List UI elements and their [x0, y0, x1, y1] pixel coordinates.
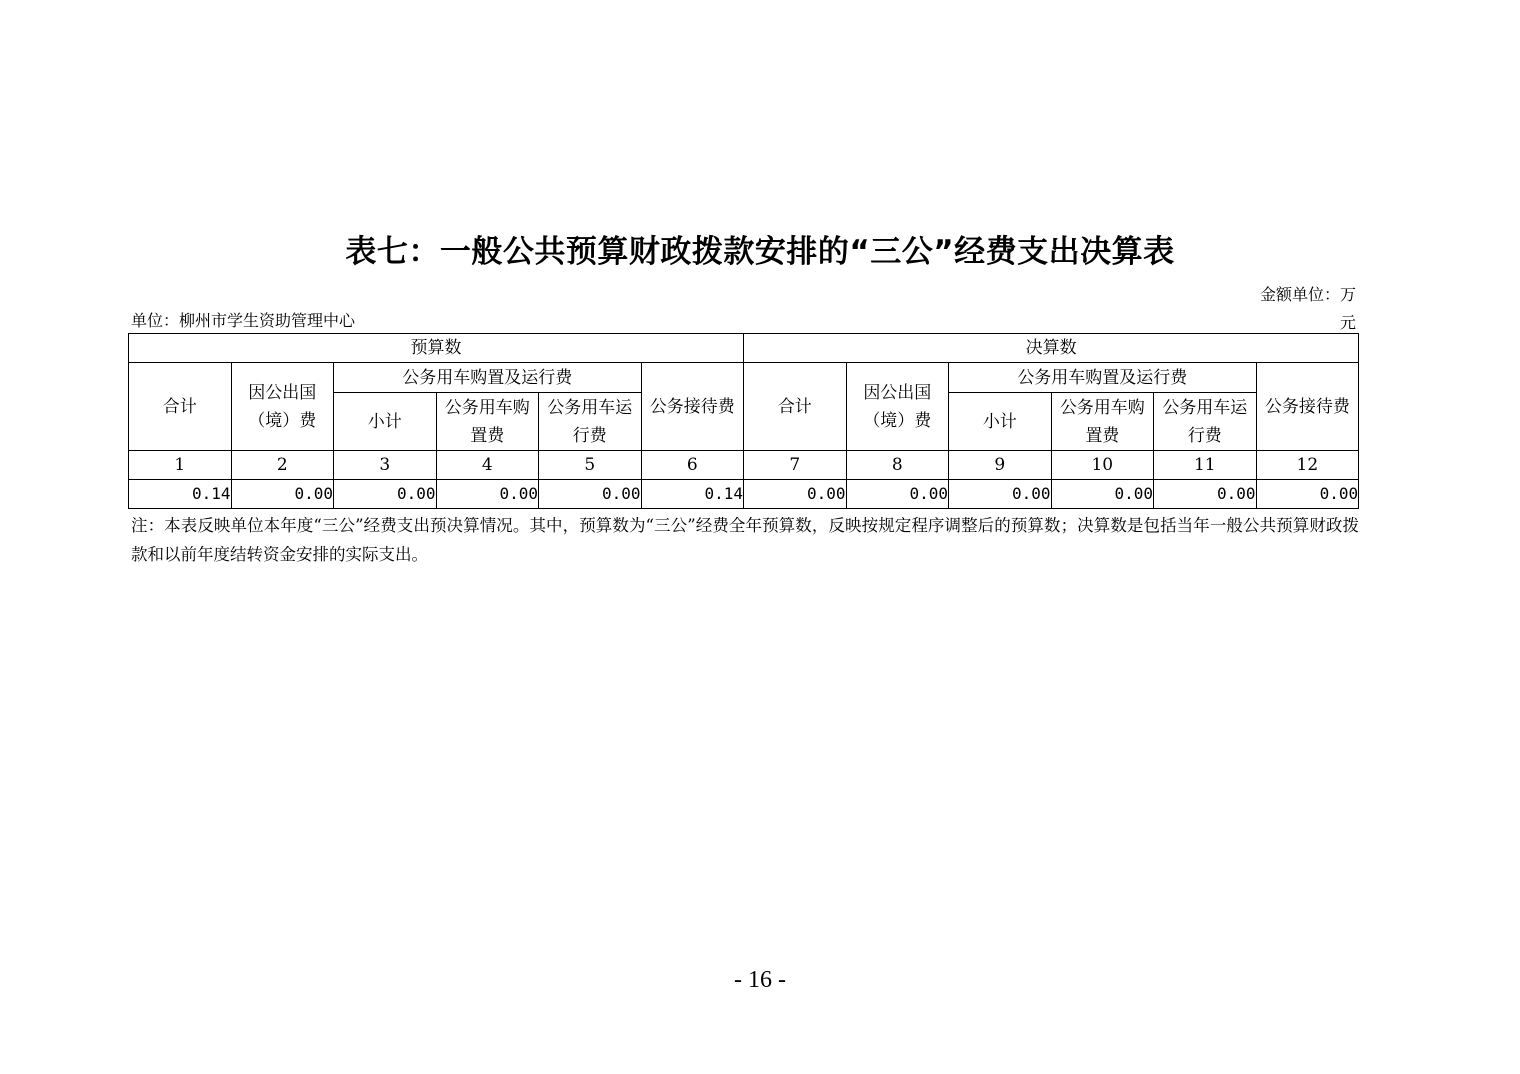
- column-number: 8: [846, 451, 949, 480]
- page-title: 表七：一般公共预算财政拨款安排的“三公”经费支出决算表: [345, 234, 1175, 270]
- value-cell: 0.00: [1051, 480, 1154, 509]
- value-cell: 0.00: [334, 480, 437, 509]
- table-note: 注：本表反映单位本年度“三公”经费支出预决算情况。其中，预算数为“三公”经费全年预算数，反映按规定程序调整后的预算数；决算数是包括当年一般公共预算财政拨款和以前年度结转资金安排的实际支出。: [131, 516, 1359, 564]
- final-vehicle-group-header: 公务用车购置及运行费: [949, 363, 1257, 393]
- value-cell: 0.00: [231, 480, 334, 509]
- expenditure-table: [128, 333, 1359, 509]
- value-cell: 0.14: [641, 480, 744, 509]
- column-number: 6: [641, 451, 744, 480]
- column-number: 12: [1256, 451, 1359, 480]
- value-cell: 0.00: [1256, 480, 1359, 509]
- column-number: 3: [334, 451, 437, 480]
- column-number: 5: [539, 451, 642, 480]
- amount-unit-line-2: 元: [1339, 313, 1356, 332]
- budget-total-header: 合计: [129, 363, 232, 451]
- table-row: [129, 480, 1359, 509]
- budget-reception-header: 公务接待费: [641, 363, 744, 451]
- column-number: 11: [1154, 451, 1257, 480]
- column-number: 4: [436, 451, 539, 480]
- column-number-row: [129, 451, 1359, 480]
- final-total-header: 合计: [744, 363, 847, 451]
- budget-vehicle-purchase-header: 公务用车购置费: [436, 393, 539, 451]
- table-group-header-row: [129, 334, 1359, 363]
- budget-abroad-header: 因公出国（境）费: [231, 363, 334, 451]
- value-cell: 0.00: [949, 480, 1052, 509]
- table-header-row: [129, 363, 1359, 393]
- budget-group-header: 预算数: [129, 334, 744, 363]
- column-number: 1: [129, 451, 232, 480]
- value-cell: 0.00: [1154, 480, 1257, 509]
- amount-unit-label: [1260, 281, 1356, 337]
- budget-subtotal-header: 小计: [334, 393, 437, 451]
- final-vehicle-purchase-header: 公务用车购置费: [1051, 393, 1154, 451]
- organization-label: 单位：柳州市学生资助管理中心: [131, 311, 356, 330]
- column-number: 10: [1051, 451, 1154, 480]
- value-cell: 0.00: [846, 480, 949, 509]
- final-subtotal-header: 小计: [949, 393, 1052, 451]
- value-cell: 0.00: [539, 480, 642, 509]
- amount-unit-line-1: 金额单位：万: [1259, 285, 1356, 304]
- value-cell: 0.00: [436, 480, 539, 509]
- final-vehicle-operation-header: 公务用车运行费: [1154, 393, 1257, 451]
- column-number: 2: [231, 451, 334, 480]
- final-group-header: 决算数: [744, 334, 1359, 363]
- value-cell: 0.14: [129, 480, 232, 509]
- budget-vehicle-operation-header: 公务用车运行费: [539, 393, 642, 451]
- budget-vehicle-group-header: 公务用车购置及运行费: [334, 363, 642, 393]
- page-number: - 16 -: [734, 967, 786, 993]
- final-abroad-header: 因公出国（境）费: [846, 363, 949, 451]
- final-reception-header: 公务接待费: [1256, 363, 1359, 451]
- column-number: 9: [949, 451, 1052, 480]
- value-cell: 0.00: [744, 480, 847, 509]
- column-number: 7: [744, 451, 847, 480]
